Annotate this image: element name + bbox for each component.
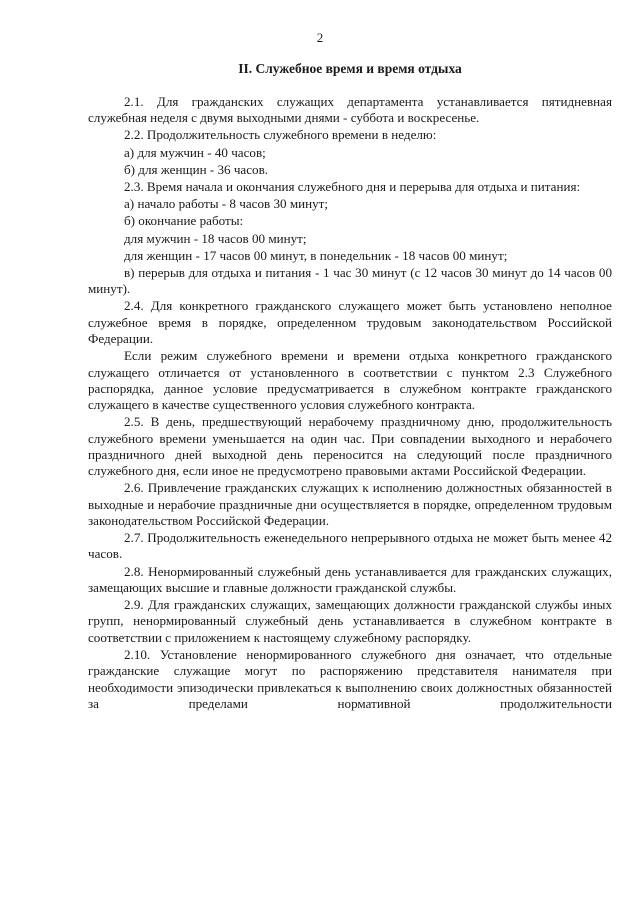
document-body xyxy=(88,94,612,713)
paragraph-2-6: 2.6. Привлечение гражданских служащих к исполнению должностных обязанностей в выходные и нерабочие праздничные дни осуществляется в порядке, определенном трудовым законодательством Российской Федерации. xyxy=(88,480,612,528)
section-heading: II. Служебное время и время отдыха xyxy=(238,61,462,76)
list-item-end-women: для женщин - 17 часов 00 минут, в понедельник - 18 часов 00 минут; xyxy=(124,247,508,263)
paragraph-2-10: 2.10. Установление ненормированного служебного дня означает, что отдельные гражданские служащие могут по распоряжению представителя нанимателя при необходимости эпизодически привлекаться к выполнению своих должностных обязанностей за пределами нормативной продолжительности xyxy=(88,646,612,711)
paragraph-2-4-note: Если режим служебного времени и времени отдыха конкретного гражданского служащего отличается от установленного в соответствии с пунктом 2.3 Служебного распорядка, данное условие предусматривается в служебном контракте гражданского служащего в качестве существенного условия служебного контракта. xyxy=(88,348,612,413)
paragraph-2-3: 2.3. Время начала и окончания служебного дня и перерыва для отдыха и питания: xyxy=(124,179,581,195)
paragraph-2-1: 2.1. Для гражданских служащих департамента устанавливается пятидневная служебная неделя с двумя выходными днями - суббота и воскресенье. xyxy=(88,94,612,126)
list-item-women-hours: б) для женщин - 36 часов. xyxy=(124,161,269,177)
list-item-end-time: б) окончание работы: xyxy=(124,213,244,229)
paragraph-2-5: 2.5. В день, предшествующий нерабочему праздничному дню, продолжительность служебного времени уменьшается на один час. При совпадении выходного и нерабочего праздничного дней выходной день переносится на следующий после праздничного служебного дня, если иное не предусмотрено правовыми актами Российской Федерации. xyxy=(88,414,612,479)
paragraph-2-2: 2.2. Продолжительность служебного времени в неделю: xyxy=(124,127,437,143)
paragraph-2-7: 2.7. Продолжительность еженедельного непрерывного отдыха не может быть менее 42 часов. xyxy=(88,530,612,562)
list-item-end-men: для мужчин - 18 часов 00 минут; xyxy=(124,230,307,246)
paragraph-2-9: 2.9. Для гражданских служащих, замещающих должности гражданской службы иных групп, ненормированный служебный день устанавливается в служебном контракте в соответствии с приложением к настоящему служебному распорядку. xyxy=(88,597,612,645)
list-item-start-time: а) начало работы - 8 часов 30 минут; xyxy=(124,196,329,212)
paragraph-2-8: 2.8. Ненормированный служебный день устанавливается для гражданских служащих, замещающих высшие и главные должности гражданской службы. xyxy=(88,563,612,595)
list-item-break: в) перерыв для отдыха и питания - 1 час 30 минут (с 12 часов 30 минут до 14 часов 00 минут). xyxy=(88,264,612,297)
page-number: 2 xyxy=(316,30,324,45)
list-item-men-hours: а) для мужчин - 40 часов; xyxy=(124,144,266,160)
paragraph-2-4: 2.4. Для конкретного гражданского служащего может быть установлено неполное служебное время в порядке, определенном трудовым законодательством Российской Федерации. xyxy=(88,298,612,347)
